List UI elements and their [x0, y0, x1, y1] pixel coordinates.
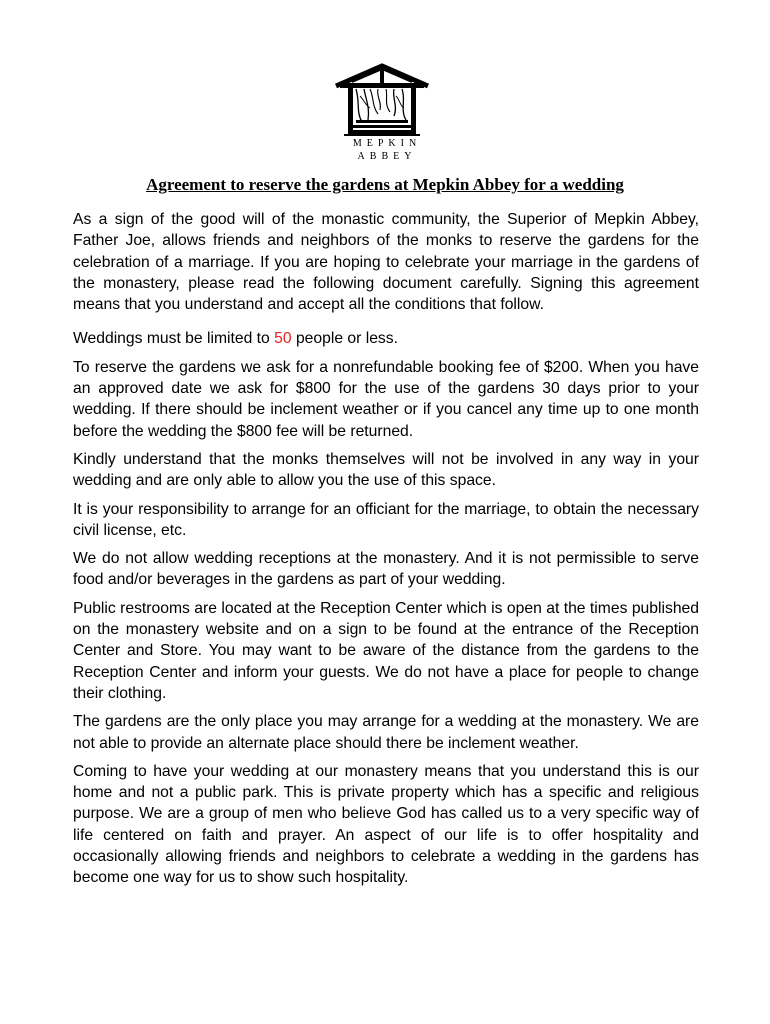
logo-text-abbey: ABBEY — [357, 151, 417, 162]
guest-limit-number: 50 — [274, 330, 292, 348]
intro-paragraph: As a sign of the good will of the monastic community, the Superior of Mepkin Abbey, Father Joe, allows friends and neighbors of the monks to reserve the gardens for the celebration of a marriage. If you are hoping to celebrate your marriage in the gardens of the monastery, please read the following document carefully. Signing this agreement means that you understand and accept all the conditions that follow. — [73, 211, 699, 314]
logo-text-mepkin: MEPKIN — [352, 138, 422, 149]
gateway-icon — [330, 62, 434, 138]
fees-paragraph: To reserve the gardens we ask for a nonrefundable booking fee of $200. When you have an approved date we ask for $800 for the use of the gardens 30 days prior to your wedding. If there should be inclement weather or if you cancel any time up to one month before the wedding the $800 fee will be returned. — [73, 358, 699, 440]
guest-limit-paragraph — [73, 328, 699, 349]
monks-involvement-paragraph: Kindly understand that the monks themselves will not be involved in any way in your wedding and are only able to allow you the use of this space. — [73, 450, 699, 490]
gardens-only-paragraph: The gardens are the only place you may arrange for a wedding at the monastery. We are not able to provide an alternate place should there be inclement weather. — [73, 713, 699, 752]
document-body — [73, 209, 699, 896]
mepkin-abbey-logo — [330, 62, 434, 162]
document-title: Agreement to reserve the gardens at Mepkin Abbey for a wedding — [146, 175, 624, 194]
officiant-paragraph: It is your responsibility to arrange for an officiant for the marriage, to obtain the necessary civil license, etc. — [73, 500, 699, 539]
restrooms-paragraph: Public restrooms are located at the Reception Center which is open at the times published on the monastery website and on a sign to be found at the entrance of the Reception Center and Store. You may want to be aware of the distance from the gardens to the Reception Center and inform your guests. We do not have a place for people to change their clothing. — [73, 599, 699, 702]
private-property-paragraph: Coming to have your wedding at our monastery means that you understand this is our home and not a public park. This is private property which has a specific and religious purpose. We are a group of men who believe God has called us to a very specific way of life centered on faith and prayer. An aspect of our life is to offer hospitality and occasionally allowing friends and neighbors to celebrate a wedding in the gardens has become one way for us to show such hospitality. — [73, 762, 699, 887]
guest-limit-text-after: people or less. — [291, 330, 398, 348]
guest-limit-text-before: Weddings must be limited to — [73, 330, 275, 348]
receptions-paragraph: We do not allow wedding receptions at the monastery. And it is not permissible to serve food and/or beverages in the gardens as part of your wedding. — [73, 550, 699, 589]
